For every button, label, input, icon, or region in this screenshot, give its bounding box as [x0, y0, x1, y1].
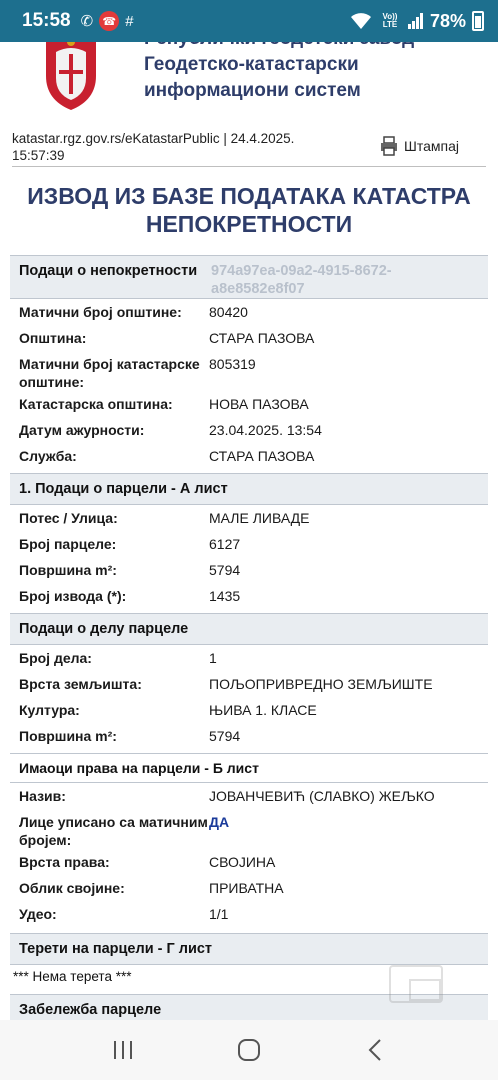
wifi-icon: [350, 12, 372, 30]
row-value: 1/1: [209, 906, 229, 922]
extract-table: [10, 255, 488, 1049]
row-value: ЊИВА 1. КЛАСЕ: [209, 702, 317, 718]
table-row: [10, 671, 488, 697]
row-label: Број дела:: [19, 650, 92, 666]
header-line-2: Геодетско-катастарски: [144, 54, 359, 75]
signal-icon: [408, 13, 424, 29]
row-value: МАЛЕ ЛИВАДЕ: [209, 510, 310, 526]
row-label: Општина:: [19, 330, 87, 346]
notes-section-header: Забележба парцеле: [10, 994, 488, 1026]
call-active-icon: ☎: [99, 11, 119, 31]
row-value: 5794: [209, 728, 241, 744]
volte-label: Vo)) LTE: [382, 12, 398, 29]
table-row: [10, 557, 488, 583]
coat-of-arms-icon: [42, 34, 100, 112]
row-value: 1435: [209, 588, 241, 604]
hash-icon: #: [125, 12, 134, 30]
print-label: Штампај: [404, 138, 459, 154]
table-row: [10, 849, 488, 875]
battery-icon: [472, 11, 484, 31]
owners-section-header: Имаоци права на парцели - Б лист: [10, 753, 488, 783]
table-row: [10, 901, 488, 927]
row-label: Матични број катастарске општине:: [19, 356, 200, 390]
row-value: 23.04.2025. 13:54: [209, 422, 322, 438]
table-row: [10, 875, 488, 901]
table-row: [10, 531, 488, 557]
table-row: [10, 391, 488, 417]
row-label: Култура:: [19, 702, 80, 718]
home-icon: [237, 1038, 261, 1062]
row-value: ЈОВАНЧЕВИЋ (СЛАВКО) ЖЕЉКО: [209, 788, 435, 804]
table-row: [10, 645, 488, 671]
row-label: Површина m²:: [19, 728, 117, 744]
table-row: [10, 443, 488, 469]
status-notifications: [81, 11, 134, 31]
pip-watermark-icon: [388, 964, 444, 1004]
row-label: Удео:: [19, 906, 57, 922]
property-heading: Подаци о непокретности: [19, 263, 198, 279]
row-label: Врста земљишта:: [19, 676, 142, 692]
document-title-line-2: НЕПОКРЕТНОСТИ: [145, 211, 353, 237]
table-row: [10, 351, 488, 391]
table-row: [10, 583, 488, 609]
row-value: ПОЉОПРИВРЕДНО ЗЕМЉИШТЕ: [209, 676, 433, 692]
table-row: [10, 809, 488, 849]
print-button[interactable]: [380, 136, 459, 156]
burdens-note: *** Нема терета ***: [13, 969, 132, 984]
table-row: [10, 783, 488, 809]
row-value: 1: [209, 650, 217, 666]
source-timestamp: katastar.rgz.gov.rs/eKatastarPublic | 24.4.2025. 15:57:39: [12, 131, 295, 163]
table-row: [10, 417, 488, 443]
parcel-section-header: 1. Подаци о парцели - А лист: [10, 473, 488, 505]
burdens-section-header: Терети на парцели - Г лист: [10, 933, 488, 965]
row-value: 80420: [209, 304, 248, 320]
row-label: Број извода (*):: [19, 588, 127, 604]
recent-apps-icon: [112, 1039, 134, 1061]
row-value: НОВА ПАЗОВА: [209, 396, 309, 412]
header-line-3: информациони систем: [144, 80, 361, 101]
row-label: Врста права:: [19, 854, 110, 870]
row-label: Површина m²:: [19, 562, 117, 578]
back-button[interactable]: [355, 1030, 395, 1070]
system-nav-bar: [0, 1020, 498, 1080]
row-value: 5794: [209, 562, 241, 578]
row-value: ПРИВАТНА: [209, 880, 284, 896]
property-section-header: [10, 255, 488, 299]
back-icon: [367, 1038, 383, 1062]
row-value: 6127: [209, 536, 241, 552]
battery-percent: 78%: [429, 10, 466, 31]
document-title-line-1: ИЗВОД ИЗ БАЗЕ ПОДАТАКА КАТАСТРА: [27, 183, 471, 209]
status-bar: [0, 0, 498, 42]
row-label: Служба:: [19, 448, 77, 464]
row-value: СТАРА ПАЗОВА: [209, 448, 315, 464]
wifi-call-icon: ✆: [80, 13, 94, 30]
row-value: СВОЈИНА: [209, 854, 276, 870]
table-row: [10, 299, 488, 325]
status-time: 15:58: [22, 10, 71, 31]
recent-apps-button[interactable]: [103, 1030, 143, 1070]
row-label: Лице уписано са матичним бројем:: [19, 814, 208, 848]
row-value: 805319: [209, 356, 256, 372]
row-label: Назив:: [19, 788, 66, 804]
table-row: [10, 505, 488, 531]
row-label: Потес / Улица:: [19, 510, 118, 526]
status-right: [350, 11, 484, 32]
property-id: 974a97ea-09a2-4915-8672-a8e8582e8f07: [211, 263, 392, 297]
home-button[interactable]: [229, 1030, 269, 1070]
row-label: Матични број општине:: [19, 304, 182, 320]
divider: [12, 166, 486, 167]
row-label: Катастарска општина:: [19, 396, 173, 412]
parcel-part-section-header: Подаци о делу парцеле: [10, 613, 488, 645]
table-row: [10, 325, 488, 351]
row-value: СТАРА ПАЗОВА: [209, 330, 315, 346]
row-label: Датум ажурности:: [19, 422, 145, 438]
row-value: ДА: [209, 814, 230, 830]
row-label: Број парцеле:: [19, 536, 117, 552]
document-title: [0, 182, 498, 238]
print-icon: [380, 136, 398, 156]
row-label: Облик својине:: [19, 880, 125, 896]
table-row: [10, 697, 488, 723]
table-row: [10, 723, 488, 749]
